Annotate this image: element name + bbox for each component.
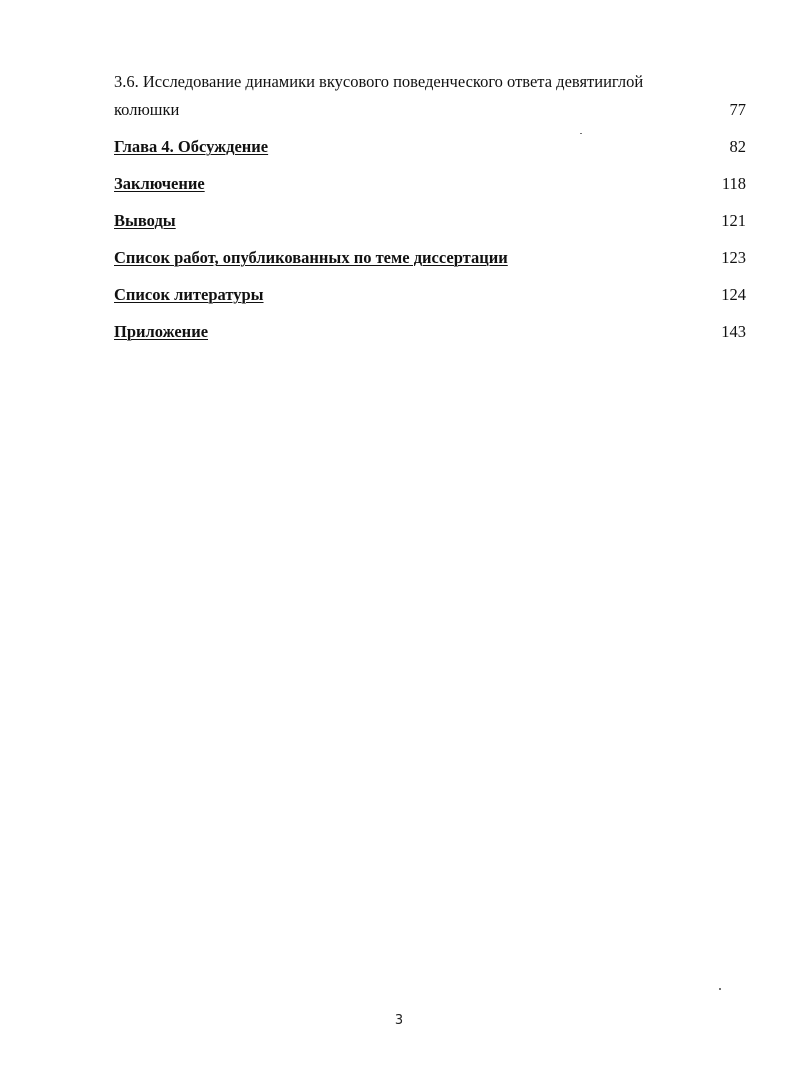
toc-page-number: 77 — [729, 100, 746, 119]
toc-page-number: 124 — [721, 285, 746, 304]
toc-link-appendix[interactable]: Приложение — [114, 322, 209, 341]
toc-page-number: 123 — [721, 248, 746, 267]
toc-entry-publications[interactable] — [114, 247, 746, 269]
page-number: 3 — [394, 1013, 404, 1028]
toc-link-publications[interactable]: Список работ, опубликованных по теме диссертации — [114, 248, 508, 267]
toc-entry-references[interactable] — [114, 284, 746, 306]
toc-entry-appendix[interactable] — [114, 321, 746, 343]
toc-link-references[interactable]: Список литературы — [114, 285, 264, 304]
toc-entry-3-6-line1: 3.6. Исследование динамики вкусового поведенческого ответа девятииглой — [114, 72, 644, 91]
toc-page-number: 121 — [721, 211, 746, 230]
toc-link-findings[interactable]: Выводы — [114, 211, 176, 230]
scan-speck — [719, 988, 721, 990]
toc-entry-3-6-line2: колюшки — [114, 100, 180, 119]
toc-entry-findings[interactable] — [114, 210, 746, 232]
scan-speck — [580, 133, 582, 134]
toc-entry-3-6 — [114, 99, 746, 121]
toc-link-conclusion[interactable]: Заключение — [114, 174, 205, 193]
toc-link-chapter-4[interactable]: Глава 4. Обсуждение — [114, 137, 269, 156]
toc-page-number: 82 — [729, 137, 746, 156]
toc-page-number: 143 — [721, 322, 746, 341]
toc-entry-conclusion[interactable] — [114, 173, 746, 195]
toc-page-number: 118 — [721, 174, 746, 193]
toc-entry-chapter-4[interactable] — [114, 136, 746, 158]
